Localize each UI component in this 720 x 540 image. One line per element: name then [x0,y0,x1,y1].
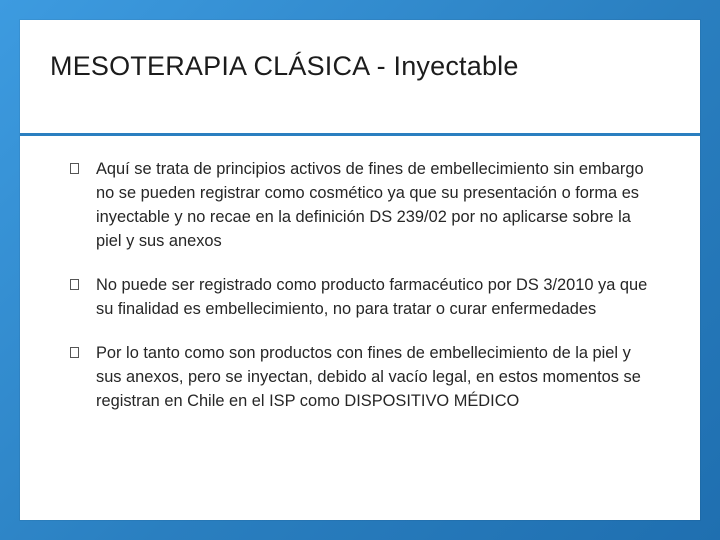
bullet-list [58,157,658,433]
square-bullet-icon [70,163,79,174]
bullet-item [58,341,658,413]
title-divider [20,133,700,136]
bullet-text: Aquí se trata de principios activos de fines de embellecimiento sin embargo no se pueden registrar como cosmético ya que su presentación o forma es inyectable y no recae en la definición DS 239/02 por no aplicarse sobre la piel y sus anexos [96,160,644,250]
slide-title: MESOTERAPIA CLÁSICA - Inyectable [50,51,519,81]
square-bullet-icon [70,279,79,290]
bullet-text: No puede ser registrado como producto farmacéutico por DS 3/2010 ya que su finalidad es embellecimiento, no para tratar o curar enfermedades [96,276,648,318]
square-bullet-icon [70,347,79,358]
bullet-text: Por lo tanto como son productos con fines de embellecimiento de la piel y sus anexos, pero se inyectan, debido al vacío legal, en estos momentos se registran en Chile en el ISP como DISPOSITIVO MÉDICO [96,344,641,410]
bullet-item [58,273,658,321]
bullet-item [58,157,658,253]
